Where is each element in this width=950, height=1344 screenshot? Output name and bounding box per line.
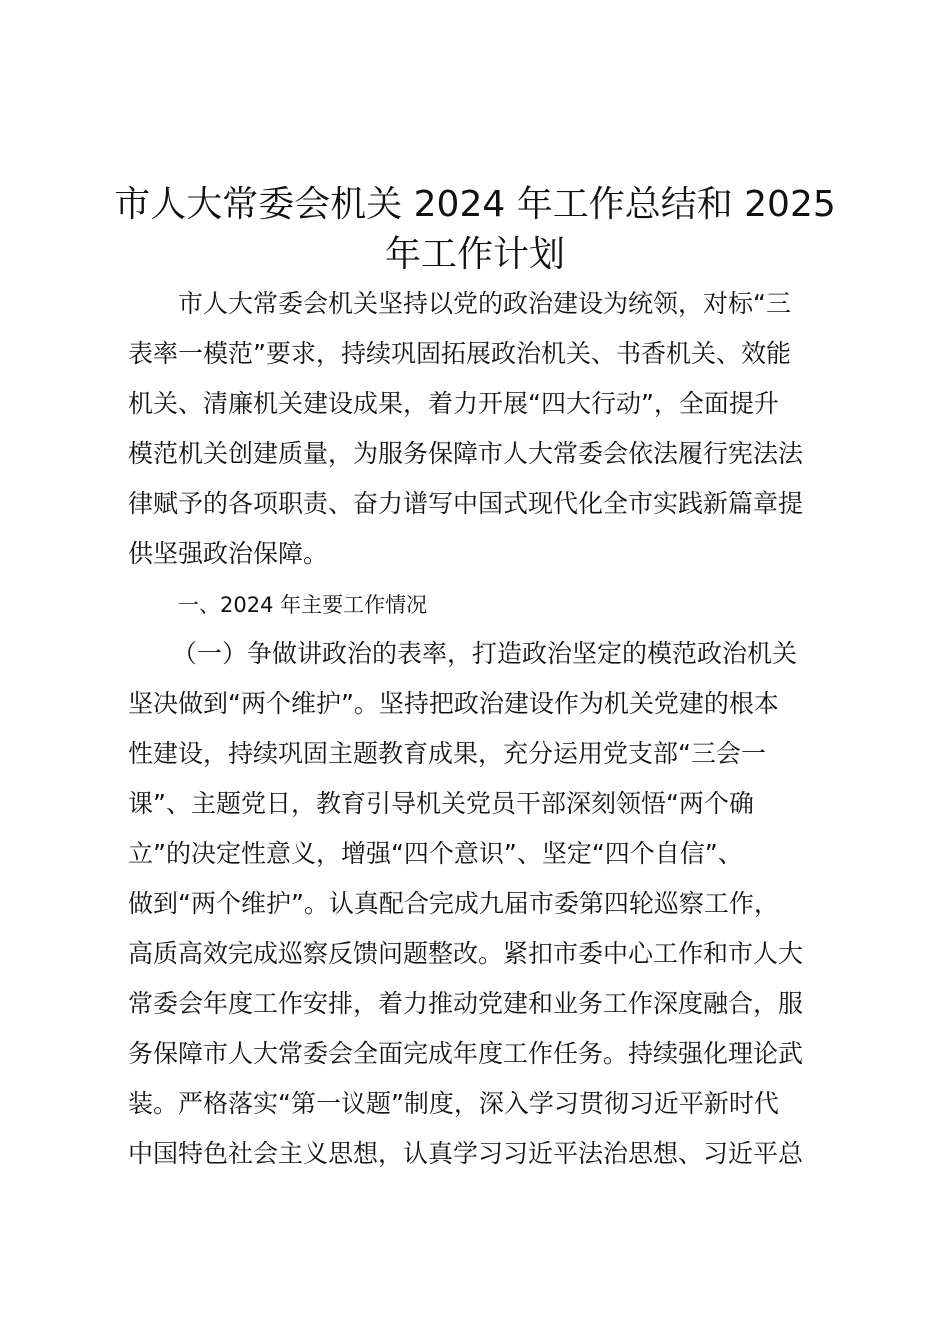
body-line-10: 装。严格落实“第一议题”制度，深入学习贯彻习近平新时代 xyxy=(128,1089,779,1118)
intro-line-3: 机关、清廉机关建设成果，着力开展“四大行动”，全面提升 xyxy=(128,389,779,418)
body-line-11: 中国特色社会主义思想，认真学习习近平法治思想、习近平总 xyxy=(128,1139,804,1168)
body-line-6: 做到“两个维护”。认真配合完成九届市委第四轮巡察工作， xyxy=(128,889,779,918)
document-title-line-1: 市人大常委会机关 2024 年工作总结和 2025 xyxy=(114,184,836,225)
body-line-3: 性建设，持续巩固主题教育成果，充分运用党支部“三会一 xyxy=(128,739,766,768)
intro-line-1: 市人大常委会机关坚持以党的政治建设为统领，对标“三 xyxy=(178,289,791,318)
subsection-heading-line: （一）争做讲政治的表率，打造政治坚定的模范政治机关 xyxy=(172,639,798,668)
body-line-8: 常委会年度工作安排，着力推动党建和业务工作深度融合，服 xyxy=(128,989,804,1018)
intro-line-4: 模范机关创建质量，为服务保障市人大常委会依法履行宪法法 xyxy=(128,439,804,468)
body-line-4: 课”、主题党日，教育引导机关党员干部深刻领悟“两个确 xyxy=(128,789,754,818)
body-line-5: 立”的决定性意义，增强“四个意识”、坚定“四个自信”、 xyxy=(128,839,743,868)
intro-line-5: 律赋予的各项职责、奋力谱写中国式现代化全市实践新篇章提 xyxy=(128,489,804,518)
body-line-7: 高质高效完成巡察反馈问题整改。紧扣市委中心工作和市人大 xyxy=(128,939,804,968)
body-line-9: 务保障市人大常委会全面完成年度工作任务。持续强化理论武 xyxy=(128,1039,804,1068)
intro-line-6: 供坚强政治保障。 xyxy=(128,539,329,568)
body-line-2: 坚决做到“两个维护”。坚持把政治建设作为机关党建的根本 xyxy=(128,689,779,718)
intro-line-2: 表率一模范”要求，持续巩固拓展政治机关、书香机关、效能 xyxy=(128,339,791,368)
document-title-line-2: 年工作计划 xyxy=(384,234,565,275)
section-heading: 一、2024 年主要工作情况 xyxy=(178,593,428,617)
